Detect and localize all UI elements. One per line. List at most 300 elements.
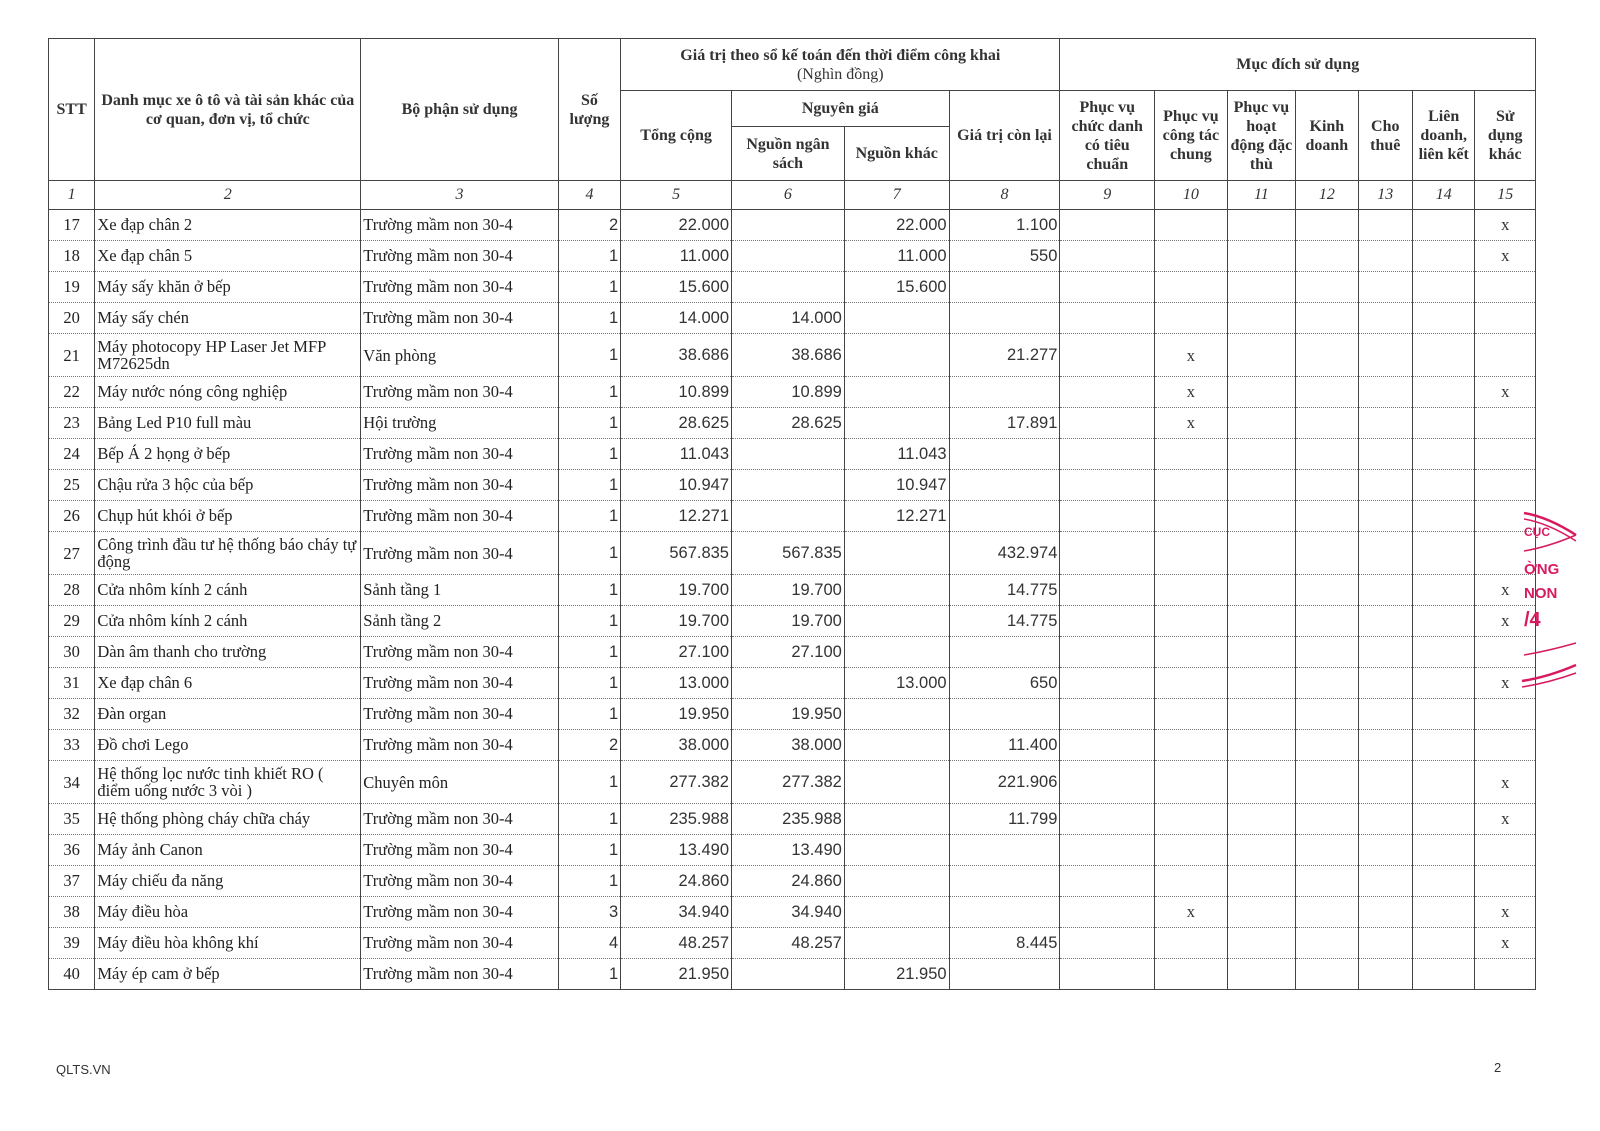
row-purpose-6-mark: [1412, 730, 1474, 761]
row-department: Văn phòng: [361, 334, 558, 377]
row-purpose-7-mark: [1475, 835, 1536, 866]
value-group-unit: (Nghìn đồng): [796, 65, 884, 83]
row-quantity: 1: [558, 272, 620, 303]
row-purpose-2-mark: x: [1155, 897, 1228, 928]
row-remaining-value: 11.799: [949, 804, 1060, 835]
row-purpose-1-mark: [1060, 470, 1155, 501]
header-asset-name: Danh mục xe ô tô và tài sản khác của cơ quan, đơn vị, tổ chức: [95, 39, 361, 181]
row-purpose-5-mark: [1358, 241, 1412, 272]
row-purpose-7-mark: [1475, 866, 1536, 897]
row-purpose-6-mark: [1412, 210, 1474, 241]
official-stamp: [1518, 505, 1578, 695]
row-asset-name: Bảng Led P10 full màu: [95, 408, 361, 439]
header-original-price: Nguyên giá: [732, 91, 950, 127]
col-num: 12: [1296, 181, 1358, 210]
row-purpose-5-mark: [1358, 377, 1412, 408]
col-num: 9: [1060, 181, 1155, 210]
row-purpose-6-mark: [1412, 804, 1474, 835]
row-budget-source: 13.490: [732, 835, 845, 866]
row-purpose-2-mark: [1155, 699, 1228, 730]
row-purpose-7-mark: [1475, 408, 1536, 439]
row-remaining-value: 8.445: [949, 928, 1060, 959]
table-body: [49, 210, 1536, 990]
row-remaining-value: 1.100: [949, 210, 1060, 241]
row-purpose-4-mark: [1296, 439, 1358, 470]
row-purpose-5-mark: [1358, 439, 1412, 470]
row-remaining-value: [949, 699, 1060, 730]
row-purpose-5-mark: [1358, 835, 1412, 866]
row-total: 19.950: [621, 699, 732, 730]
row-purpose-1-mark: [1060, 668, 1155, 699]
page-number: 2: [1494, 1060, 1502, 1075]
row-other-source: 12.271: [844, 501, 949, 532]
row-purpose-4-mark: [1296, 272, 1358, 303]
row-department: Trường mầm non 30-4: [361, 866, 558, 897]
row-purpose-2-mark: [1155, 272, 1228, 303]
row-asset-name: Công trình đầu tư hệ thống báo cháy tự động: [95, 532, 361, 575]
row-budget-source: [732, 470, 845, 501]
row-total: 567.835: [621, 532, 732, 575]
row-other-source: 11.043: [844, 439, 949, 470]
row-total: 14.000: [621, 303, 732, 334]
row-quantity: 1: [558, 334, 620, 377]
row-purpose-2-mark: [1155, 866, 1228, 897]
row-purpose-3-mark: [1227, 532, 1296, 575]
row-remaining-value: 14.775: [949, 606, 1060, 637]
row-other-source: [844, 928, 949, 959]
row-purpose-2-mark: [1155, 501, 1228, 532]
row-purpose-3-mark: [1227, 210, 1296, 241]
row-quantity: 1: [558, 501, 620, 532]
row-purpose-7-mark: x: [1475, 377, 1536, 408]
row-quantity: 3: [558, 897, 620, 928]
row-purpose-6-mark: [1412, 501, 1474, 532]
row-stt: 29: [49, 606, 95, 637]
row-purpose-2-mark: [1155, 804, 1228, 835]
row-other-source: [844, 761, 949, 804]
table-row: [49, 606, 1536, 637]
row-purpose-2-mark: [1155, 303, 1228, 334]
row-purpose-7-mark: [1475, 959, 1536, 990]
row-purpose-7-mark: x: [1475, 606, 1536, 637]
row-department: Trường mầm non 30-4: [361, 804, 558, 835]
row-purpose-5-mark: [1358, 699, 1412, 730]
row-purpose-1-mark: [1060, 210, 1155, 241]
row-purpose-4-mark: [1296, 606, 1358, 637]
row-purpose-6-mark: [1412, 959, 1474, 990]
row-remaining-value: [949, 501, 1060, 532]
row-purpose-4-mark: [1296, 668, 1358, 699]
row-department: Sảnh tầng 1: [361, 575, 558, 606]
row-quantity: 1: [558, 532, 620, 575]
row-quantity: 1: [558, 377, 620, 408]
row-purpose-4-mark: [1296, 575, 1358, 606]
row-quantity: 1: [558, 470, 620, 501]
row-other-source: 11.000: [844, 241, 949, 272]
row-stt: 34: [49, 761, 95, 804]
row-remaining-value: 432.974: [949, 532, 1060, 575]
row-purpose-7-mark: [1475, 699, 1536, 730]
row-department: Trường mầm non 30-4: [361, 272, 558, 303]
row-purpose-1-mark: [1060, 835, 1155, 866]
row-asset-name: Máy điều hòa không khí: [95, 928, 361, 959]
row-asset-name: Máy nước nóng công nghiệp: [95, 377, 361, 408]
row-purpose-7-mark: x: [1475, 761, 1536, 804]
row-other-source: [844, 303, 949, 334]
table-row: [49, 334, 1536, 377]
row-remaining-value: [949, 897, 1060, 928]
row-purpose-5-mark: [1358, 408, 1412, 439]
row-stt: 23: [49, 408, 95, 439]
row-purpose-3-mark: [1227, 241, 1296, 272]
row-purpose-4-mark: [1296, 804, 1358, 835]
table-row: [49, 835, 1536, 866]
row-total: 13.000: [621, 668, 732, 699]
row-department: Trường mầm non 30-4: [361, 928, 558, 959]
row-purpose-3-mark: [1227, 959, 1296, 990]
row-budget-source: [732, 668, 845, 699]
header-total: Tổng cộng: [621, 91, 732, 181]
row-purpose-5-mark: [1358, 575, 1412, 606]
row-purpose-5-mark: [1358, 761, 1412, 804]
row-purpose-7-mark: [1475, 272, 1536, 303]
row-remaining-value: [949, 377, 1060, 408]
row-purpose-4-mark: [1296, 470, 1358, 501]
row-other-source: [844, 606, 949, 637]
row-stt: 28: [49, 575, 95, 606]
row-purpose-2-mark: [1155, 210, 1228, 241]
table-row: [49, 470, 1536, 501]
row-total: 13.490: [621, 835, 732, 866]
row-total: 21.950: [621, 959, 732, 990]
row-quantity: 1: [558, 303, 620, 334]
row-purpose-7-mark: x: [1475, 928, 1536, 959]
row-purpose-1-mark: [1060, 501, 1155, 532]
row-purpose-2-mark: x: [1155, 377, 1228, 408]
column-number-row: [49, 181, 1536, 210]
row-asset-name: Đàn organ: [95, 699, 361, 730]
header-stt: STT: [49, 39, 95, 181]
row-purpose-6-mark: [1412, 532, 1474, 575]
row-purpose-3-mark: [1227, 699, 1296, 730]
table-row: [49, 241, 1536, 272]
row-quantity: 1: [558, 637, 620, 668]
row-quantity: 1: [558, 241, 620, 272]
row-asset-name: Máy chiếu đa năng: [95, 866, 361, 897]
row-total: 48.257: [621, 928, 732, 959]
row-department: Trường mầm non 30-4: [361, 377, 558, 408]
row-stt: 17: [49, 210, 95, 241]
table-row: [49, 668, 1536, 699]
row-remaining-value: 221.906: [949, 761, 1060, 804]
row-remaining-value: [949, 835, 1060, 866]
row-purpose-6-mark: [1412, 241, 1474, 272]
row-total: 19.700: [621, 606, 732, 637]
row-purpose-2-mark: x: [1155, 334, 1228, 377]
row-department: Trường mầm non 30-4: [361, 699, 558, 730]
row-total: 19.700: [621, 575, 732, 606]
row-purpose-2-mark: [1155, 439, 1228, 470]
table-row: [49, 730, 1536, 761]
row-purpose-2-mark: x: [1155, 408, 1228, 439]
row-purpose-5-mark: [1358, 303, 1412, 334]
row-purpose-4-mark: [1296, 532, 1358, 575]
row-quantity: 1: [558, 959, 620, 990]
row-stt: 33: [49, 730, 95, 761]
row-asset-name: Đồ chơi Lego: [95, 730, 361, 761]
row-remaining-value: [949, 959, 1060, 990]
row-total: 24.860: [621, 866, 732, 897]
row-purpose-6-mark: [1412, 637, 1474, 668]
row-department: Trường mầm non 30-4: [361, 637, 558, 668]
row-purpose-7-mark: x: [1475, 668, 1536, 699]
row-stt: 24: [49, 439, 95, 470]
row-purpose-7-mark: [1475, 334, 1536, 377]
row-quantity: 1: [558, 668, 620, 699]
row-purpose-6-mark: [1412, 377, 1474, 408]
row-purpose-3-mark: [1227, 897, 1296, 928]
table-row: [49, 928, 1536, 959]
row-asset-name: Xe đạp chân 5: [95, 241, 361, 272]
row-purpose-3-mark: [1227, 835, 1296, 866]
row-purpose-7-mark: x: [1475, 575, 1536, 606]
table-row: [49, 272, 1536, 303]
row-purpose-2-mark: [1155, 730, 1228, 761]
row-total: 27.100: [621, 637, 732, 668]
row-asset-name: Máy sấy chén: [95, 303, 361, 334]
row-purpose-6-mark: [1412, 928, 1474, 959]
row-other-source: [844, 532, 949, 575]
row-purpose-3-mark: [1227, 408, 1296, 439]
row-department: Trường mầm non 30-4: [361, 303, 558, 334]
row-quantity: 1: [558, 699, 620, 730]
row-other-source: [844, 334, 949, 377]
row-purpose-4-mark: [1296, 501, 1358, 532]
row-purpose-3-mark: [1227, 501, 1296, 532]
row-quantity: 2: [558, 210, 620, 241]
row-remaining-value: 550: [949, 241, 1060, 272]
row-other-source: [844, 408, 949, 439]
row-purpose-4-mark: [1296, 928, 1358, 959]
row-purpose-3-mark: [1227, 866, 1296, 897]
row-stt: 21: [49, 334, 95, 377]
row-remaining-value: [949, 637, 1060, 668]
row-purpose-3-mark: [1227, 377, 1296, 408]
row-purpose-1-mark: [1060, 408, 1155, 439]
row-other-source: [844, 835, 949, 866]
col-num: 5: [621, 181, 732, 210]
row-quantity: 1: [558, 761, 620, 804]
row-purpose-4-mark: [1296, 377, 1358, 408]
table-row: [49, 532, 1536, 575]
row-purpose-6-mark: [1412, 835, 1474, 866]
row-purpose-3-mark: [1227, 303, 1296, 334]
row-purpose-2-mark: [1155, 575, 1228, 606]
row-remaining-value: [949, 866, 1060, 897]
row-purpose-5-mark: [1358, 804, 1412, 835]
row-remaining-value: [949, 303, 1060, 334]
row-quantity: 1: [558, 439, 620, 470]
table-row: [49, 303, 1536, 334]
row-other-source: [844, 637, 949, 668]
row-total: 38.686: [621, 334, 732, 377]
row-budget-source: 38.000: [732, 730, 845, 761]
row-asset-name: Dàn âm thanh cho trường: [95, 637, 361, 668]
value-group-title: Giá trị theo sổ kế toán đến thời điểm công khai: [680, 46, 1001, 64]
stamp-text: NON: [1524, 585, 1558, 602]
row-quantity: 2: [558, 730, 620, 761]
row-purpose-6-mark: [1412, 761, 1474, 804]
row-other-source: 22.000: [844, 210, 949, 241]
row-purpose-4-mark: [1296, 835, 1358, 866]
row-budget-source: 19.950: [732, 699, 845, 730]
header-department: Bộ phận sử dụng: [361, 39, 558, 181]
row-asset-name: Cửa nhôm kính 2 cánh: [95, 606, 361, 637]
row-asset-name: Cửa nhôm kính 2 cánh: [95, 575, 361, 606]
row-purpose-5-mark: [1358, 668, 1412, 699]
row-purpose-2-mark: [1155, 470, 1228, 501]
row-purpose-1-mark: [1060, 439, 1155, 470]
row-purpose-2-mark: [1155, 959, 1228, 990]
row-purpose-3-mark: [1227, 637, 1296, 668]
header-purpose-6: Liên doanh, liên kết: [1412, 91, 1474, 181]
row-purpose-6-mark: [1412, 303, 1474, 334]
col-num: 1: [49, 181, 95, 210]
row-quantity: 1: [558, 408, 620, 439]
row-purpose-5-mark: [1358, 334, 1412, 377]
row-department: Trường mầm non 30-4: [361, 439, 558, 470]
row-budget-source: 567.835: [732, 532, 845, 575]
row-asset-name: Máy sấy khăn ở bếp: [95, 272, 361, 303]
row-purpose-5-mark: [1358, 272, 1412, 303]
row-department: Trường mầm non 30-4: [361, 897, 558, 928]
row-purpose-3-mark: [1227, 928, 1296, 959]
row-purpose-1-mark: [1060, 334, 1155, 377]
row-purpose-1-mark: [1060, 637, 1155, 668]
row-remaining-value: 17.891: [949, 408, 1060, 439]
row-asset-name: Bếp Á 2 họng ở bếp: [95, 439, 361, 470]
row-purpose-1-mark: [1060, 377, 1155, 408]
row-purpose-7-mark: x: [1475, 241, 1536, 272]
table-row: [49, 439, 1536, 470]
row-budget-source: 14.000: [732, 303, 845, 334]
row-remaining-value: 21.277: [949, 334, 1060, 377]
row-budget-source: 235.988: [732, 804, 845, 835]
row-purpose-2-mark: [1155, 835, 1228, 866]
row-budget-source: 48.257: [732, 928, 845, 959]
row-purpose-1-mark: [1060, 241, 1155, 272]
row-purpose-4-mark: [1296, 959, 1358, 990]
row-purpose-5-mark: [1358, 532, 1412, 575]
row-quantity: 1: [558, 606, 620, 637]
row-other-source: [844, 699, 949, 730]
row-other-source: [844, 377, 949, 408]
row-department: Trường mầm non 30-4: [361, 959, 558, 990]
col-num: 13: [1358, 181, 1412, 210]
row-budget-source: 19.700: [732, 606, 845, 637]
row-purpose-5-mark: [1358, 606, 1412, 637]
row-asset-name: Hệ thống phòng cháy chữa cháy: [95, 804, 361, 835]
row-purpose-3-mark: [1227, 606, 1296, 637]
row-total: 15.600: [621, 272, 732, 303]
row-budget-source: [732, 959, 845, 990]
row-purpose-7-mark: x: [1475, 210, 1536, 241]
stamp-text: /4: [1524, 609, 1541, 631]
row-other-source: [844, 897, 949, 928]
row-total: 235.988: [621, 804, 732, 835]
row-stt: 18: [49, 241, 95, 272]
row-purpose-1-mark: [1060, 730, 1155, 761]
row-remaining-value: [949, 272, 1060, 303]
row-total: 34.940: [621, 897, 732, 928]
row-purpose-1-mark: [1060, 761, 1155, 804]
row-budget-source: 19.700: [732, 575, 845, 606]
row-department: Trường mầm non 30-4: [361, 501, 558, 532]
header-remaining-value: Giá trị còn lại: [949, 91, 1060, 181]
row-purpose-1-mark: [1060, 606, 1155, 637]
row-purpose-7-mark: [1475, 470, 1536, 501]
row-purpose-7-mark: x: [1475, 897, 1536, 928]
row-purpose-7-mark: [1475, 439, 1536, 470]
row-remaining-value: 11.400: [949, 730, 1060, 761]
row-stt: 25: [49, 470, 95, 501]
row-purpose-3-mark: [1227, 804, 1296, 835]
table-row: [49, 761, 1536, 804]
header-purpose-2: Phục vụ công tác chung: [1155, 91, 1228, 181]
row-department: Trường mầm non 30-4: [361, 668, 558, 699]
row-stt: 20: [49, 303, 95, 334]
row-purpose-5-mark: [1358, 928, 1412, 959]
table-row: [49, 637, 1536, 668]
row-purpose-3-mark: [1227, 761, 1296, 804]
table-row: [49, 897, 1536, 928]
table-header: [49, 39, 1536, 210]
row-department: Chuyên môn: [361, 761, 558, 804]
asset-table: [48, 38, 1536, 990]
row-asset-name: Xe đạp chân 2: [95, 210, 361, 241]
row-purpose-2-mark: [1155, 241, 1228, 272]
row-other-source: 13.000: [844, 668, 949, 699]
col-num: 2: [95, 181, 361, 210]
row-budget-source: 10.899: [732, 377, 845, 408]
row-purpose-3-mark: [1227, 334, 1296, 377]
row-quantity: 1: [558, 835, 620, 866]
col-num: 7: [844, 181, 949, 210]
row-quantity: 4: [558, 928, 620, 959]
row-purpose-3-mark: [1227, 575, 1296, 606]
row-department: Hội trường: [361, 408, 558, 439]
row-quantity: 1: [558, 804, 620, 835]
footer-source: QLTS.VN: [56, 1062, 111, 1077]
table-row: [49, 804, 1536, 835]
col-num: 15: [1475, 181, 1536, 210]
row-purpose-1-mark: [1060, 866, 1155, 897]
row-asset-name: Máy ép cam ở bếp: [95, 959, 361, 990]
table-row: [49, 959, 1536, 990]
row-total: 38.000: [621, 730, 732, 761]
row-stt: 35: [49, 804, 95, 835]
row-total: 28.625: [621, 408, 732, 439]
col-num: 6: [732, 181, 845, 210]
row-purpose-1-mark: [1060, 699, 1155, 730]
row-quantity: 1: [558, 866, 620, 897]
row-purpose-4-mark: [1296, 241, 1358, 272]
row-stt: 32: [49, 699, 95, 730]
header-purpose-1: Phục vụ chức danh có tiêu chuẩn: [1060, 91, 1155, 181]
row-purpose-2-mark: [1155, 606, 1228, 637]
row-stt: 39: [49, 928, 95, 959]
header-purpose-group: Mục đích sử dụng: [1060, 39, 1536, 91]
